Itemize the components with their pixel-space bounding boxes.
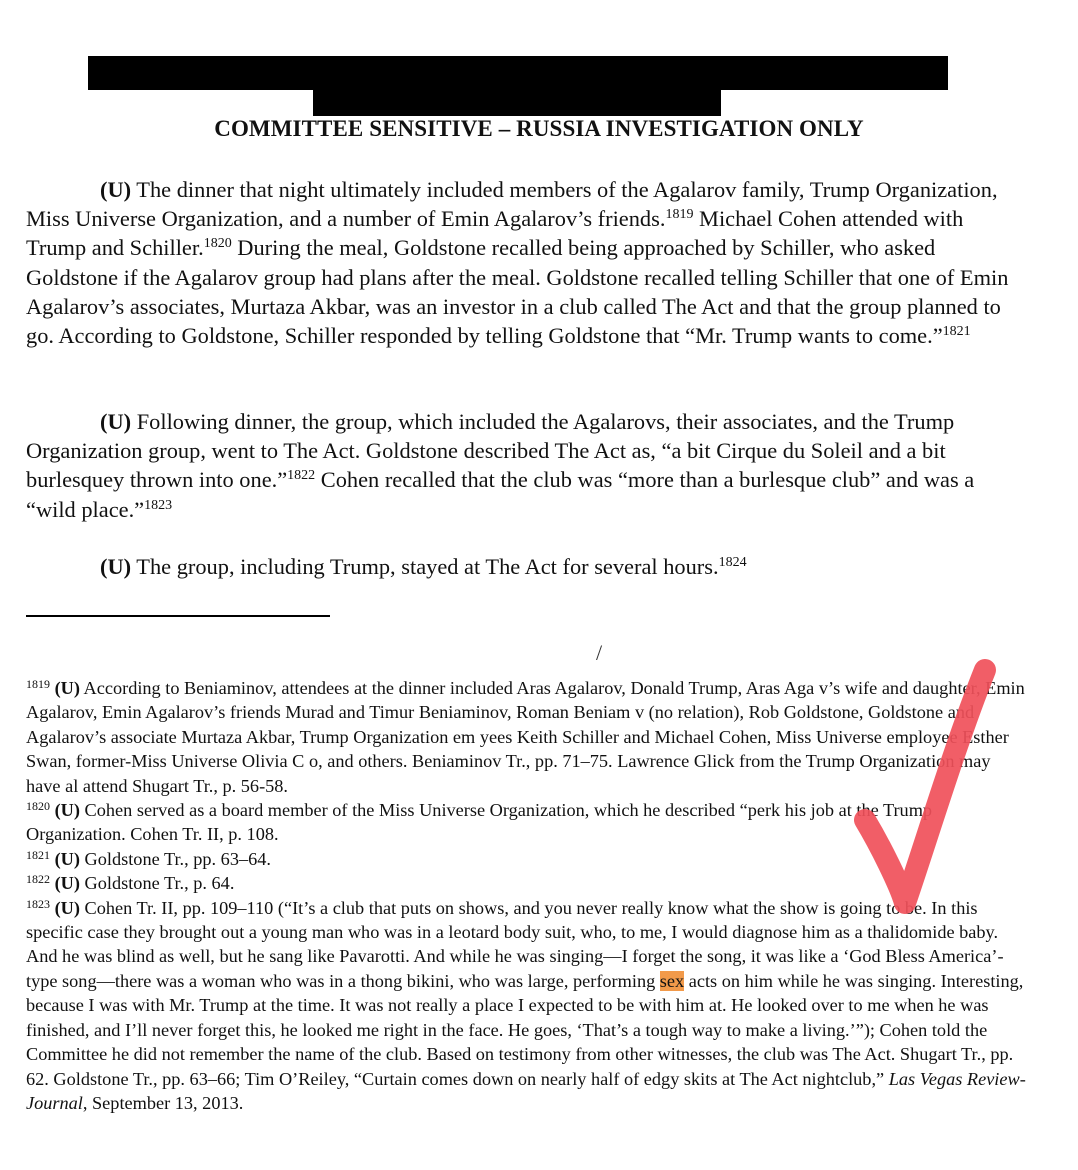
publication-title: Las Vegas Review-Journal <box>26 1068 1026 1113</box>
classification-header: COMMITTEE SENSITIVE – RUSSIA INVESTIGATION ONLY <box>214 116 864 141</box>
footnote-text: acts on him while he was singing. Interesting, because I was with Mr. Trump at the time. It was not really a place I expected to be with him at. He looked over to me when he was finished, and I’ll never forget this, he looked me right in the face. He goes, ‘That’s a tough way to make a living.’”); Cohen told the Committee he did not remember the name of the club. Based on testimony from other witnesses, the club was The Act. Shugart Tr., pp. 62. Goldstone Tr., pp. 63–66; Tim O’Reiley, “Curtain comes down on nearly half of edgy skits at The Act nightclub,” <box>26 970 1024 1089</box>
paragraph-text: The group, including Trump, stayed at The Act for several hours. <box>136 554 719 579</box>
paragraph-text: Following dinner, the group, which included the Agalarovs, their associates, and the Trump Organization group, went to The Act. Goldstone described The Act as, “a bit Cirque du Soleil and a bit burlesquey thrown into one.” <box>26 409 955 493</box>
footnote-ref[interactable]: 1821 <box>942 324 971 340</box>
classification-marking: (U) <box>54 897 80 918</box>
footnote-1822 <box>26 871 1026 895</box>
footnote-ref[interactable]: 1823 <box>144 497 173 513</box>
paragraph-text: Cohen recalled that the club was “more than a burlesque club” and was a “wild place.” <box>26 467 975 522</box>
redaction-bar-lower <box>313 88 721 116</box>
paragraph-text: The dinner that night ultimately included members of the Agalarov family, Trump Organization, Miss Universe Organization, and a number of Emin Agalarov’s friends. <box>26 177 998 232</box>
footnote-1821 <box>26 847 1026 871</box>
paragraph-text: Michael Cohen attended with Trump and Schiller. <box>26 206 964 261</box>
footnote-ref[interactable]: 1822 <box>287 468 316 484</box>
footnote-number: 1823 <box>26 896 50 911</box>
footnote-number: 1822 <box>26 872 50 887</box>
footnote-text: Cohen Tr. II, pp. 109–110 (“It’s a club that puts on shows, and you never really know what the show is going to be. In this specific case they brought out a young man who was in a leotard body suit, who, to me, I would diagnose him as a thalidomide baby. And he was blind as well, but he sang like Pavarotti. And while he was singing—I forget the song, it was like a ‘God Bless America’-type song—there was a woman who was in a thong bikini, who was large, performing <box>26 897 1004 991</box>
paragraph-text: During the meal, Goldstone recalled being approached by Schiller, who asked Goldstone if the Agalarov group had plans after the meal. Goldstone recalled telling Schiller that one of Emin Agalarov’s associates, Murtaza Akbar, was an investor in a club called The Act and that the group planned to go. According to Goldstone, Schiller responded by telling Goldstone that “Mr. Trump wants to come.” <box>26 235 1009 349</box>
footnotes <box>26 676 1026 1115</box>
classification-marking: (U) <box>54 800 80 821</box>
paragraph-2 <box>26 407 1026 524</box>
classification-marking: (U) <box>54 678 80 698</box>
footnote-number: 1819 <box>26 677 50 691</box>
footnote-text: According to Beniaminov, attendees at the dinner included Aras Agalarov, Donald Trump, Aras Aga v’s wife and daughter, Emin Agalarov, Emin Agalarov’s friends Murad and Timur Beniaminov, Roman Beniam v (no relation), Rob Goldstone, Goldstone and Agalarov’s associate Murtaza Akbar, Trump Organization em yees Keith Schiller and Michael Cohen, Miss Universe employee Esther Swan, former-Miss Universe Olivia C o, and others. Beniaminov Tr., pp. 71–75. Lawrence Glick from the Trump Organization may have al attend Shugart Tr., p. 56-58. <box>26 678 1025 796</box>
footnote-1820 <box>26 798 1026 847</box>
footnote-text: Goldstone Tr., p. 64. <box>84 873 235 894</box>
footnote-ref[interactable]: 1819 <box>665 207 694 223</box>
footnote-ref[interactable]: 1824 <box>718 555 747 570</box>
classification-marking: (U) <box>54 848 80 869</box>
footnote-ref[interactable]: 1820 <box>203 236 232 252</box>
footnote-1823 <box>26 896 1026 1116</box>
highlighted-word: sex <box>659 970 685 991</box>
footnote-separator <box>26 615 330 617</box>
footnote-text: Cohen served as a board member of the Miss Universe Organization, which he described “perk his job at the Trump Organization. Cohen Tr. II, p. 108. <box>26 800 933 845</box>
footnote-number: 1821 <box>26 847 50 862</box>
classification-marking: (U) <box>100 409 132 434</box>
footnote-text: , September 13, 2013. <box>82 1092 244 1113</box>
classification-marking: (U) <box>100 554 132 579</box>
footnote-number: 1820 <box>26 799 50 814</box>
footnote-text: Goldstone Tr., pp. 63–64. <box>84 848 271 869</box>
paragraph-3 <box>26 552 1026 581</box>
classification-marking: (U) <box>54 873 80 894</box>
redaction-bar <box>88 56 948 90</box>
footnote-1819 <box>26 676 1026 798</box>
paragraph-1 <box>26 175 1026 350</box>
stray-mark: / <box>596 640 603 665</box>
classification-marking: (U) <box>100 177 132 202</box>
